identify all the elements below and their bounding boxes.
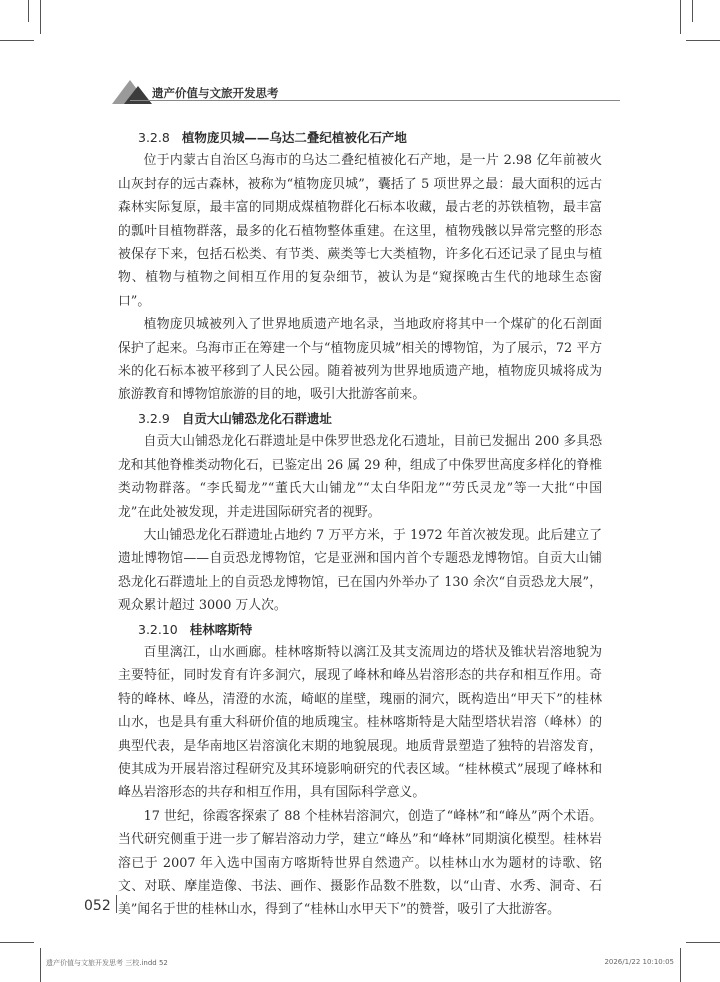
section-number: 3.2.9 — [138, 410, 170, 426]
crop-mark — [680, 948, 681, 982]
paragraph: 植物庞贝城被列入了世界地质遗产地名录，当地政府将其中一个煤矿的化石剖面保护了起来。乌海市正在筹建一个与“植物庞贝城”相关的博物馆，为了展示，72 平方米的化石标本被平移到了人民公园。随着被列为世界地质遗产地，植物庞贝城将成为旅游教育和博物馆旅游的目的地，吸引大批游客前来。 — [118, 317, 602, 403]
crop-mark — [680, 0, 681, 34]
section-heading — [118, 126, 602, 149]
section-number: 3.2.8 — [138, 130, 170, 145]
section — [118, 126, 602, 407]
crop-mark — [40, 948, 41, 982]
page-number: 052 — [84, 898, 111, 914]
paragraph: 大山铺恐龙化石群遗址占地约 7 万平方米，于 1972 年首次被发现。此后建立了遗址博物馆——自贡恐龙博物馆，它是亚洲和国内首个专题恐龙博物馆。自贡大山铺恐龙化石群遗址上的自贡恐龙博物馆，已在国内外举办了 130 余次“自贡恐龙大展”，观众累计超过 3000 万人次。 — [118, 527, 602, 614]
crop-mark — [40, 0, 41, 34]
crop-mark — [686, 40, 720, 41]
footer-file-info: 遗产价值与文旅开发思考 三校.indd 52 — [46, 959, 168, 967]
paragraph: 自贡大山铺恐龙化石群遗址是中侏罗世恐龙化石遗址，目前已发掘出 200 多具恐龙和其他脊椎类动物化石，已鉴定出 26 属 29 种，组成了中侏罗世高度多样化的脊椎类动物群落。“李氏蜀龙”“董氏大山铺龙”“太白华阳龙”“劳氏灵龙”等一大批“中国龙”在此处被发现，并走进国际研究者的视野。 — [118, 434, 602, 520]
section-title: 植物庞贝城——乌达二叠纪植被化石产地 — [181, 130, 407, 145]
paragraph: 百里漓江，山水画廊。桂林喀斯特以漓江及其支流周边的塔状及锥状岩溶地貌为主要特征，同时发育有许多洞穴，展现了峰林和峰丛岩溶形态的共存和相互作用。奇特的峰林、峰丛，清澄的水流，崎岖的崖壁，瑰丽的洞穴，既构造出“甲天下”的桂林山水，也是具有重大科研价值的地质瑰宝。桂林喀斯特是大陆型塔状岩溶（峰林）的典型代表，是华南地区岩溶演化末期的地貌展现。地质背景塑造了独特的岩溶发育，使其成为开展岩溶过程研究及其环境影响研究的代表区域。“桂林模式”展现了峰林和峰丛岩溶形态的共存和相互作用，具有国际科学意义。 — [118, 644, 602, 801]
section-heading — [118, 407, 602, 430]
section-number: 3.2.10 — [138, 621, 178, 637]
section-heading — [118, 618, 602, 641]
section-title: 桂林喀斯特 — [189, 621, 253, 637]
crop-mark — [0, 40, 34, 41]
paragraph: 位于内蒙古自治区乌海市的乌达二叠纪植被化石产地，是一片 2.98 亿年前被火山灰封存的远古森林，被称为“植物庞贝城”，囊括了 5 项世界之最：最大面积的远古森林实际复原，最丰富的同期成煤植物群化石标本收藏，最古老的苏铁植物，最丰富的瓢叶目植物群落，最多的化石植物整体重建。在这里，植物残骸以异常完整的形态被保存下来，包括石松类、有节类、蕨类等七大类植物，许多化石还记录了昆虫与植物、植物与植物之间相互作用的复杂细节，被认为是“窥探晚古生代的地球生态窗口”。 — [118, 153, 602, 309]
header-title: 遗产价值与文旅开发思考 — [152, 86, 279, 100]
section — [118, 618, 602, 922]
section-title: 自贡大山铺恐龙化石群遗址 — [181, 410, 332, 426]
footer-timestamp: 2026/1/22 10:10:05 — [604, 958, 674, 966]
crop-mark — [0, 942, 34, 943]
crop-mark — [686, 942, 720, 943]
section — [118, 407, 602, 618]
crop-mark — [692, 0, 693, 22]
paragraph: 17 世纪，徐霞客探索了 88 个桂林岩溶洞穴，创造了“峰林”和“峰丛”两个术语。当代研究侧重于进一步了解岩溶动力学，建立“峰丛”和“峰林”同期演化模型。桂林岩溶已于 2007 年入选中国南方喀斯特世界自然遗产。以桂林山水为题材的诗歌、铭文、对联、摩崖造像、书法、画作、摄影作品数不胜数，以“山青、水秀、洞奇、石美”闻名于世的桂林山水，得到了“桂林山水甲天下”的赞誉，吸引了大批游客。 — [118, 808, 602, 918]
crop-mark — [28, 0, 29, 22]
running-header — [100, 80, 620, 104]
page-body — [118, 126, 602, 922]
page-number-divider — [116, 895, 117, 913]
